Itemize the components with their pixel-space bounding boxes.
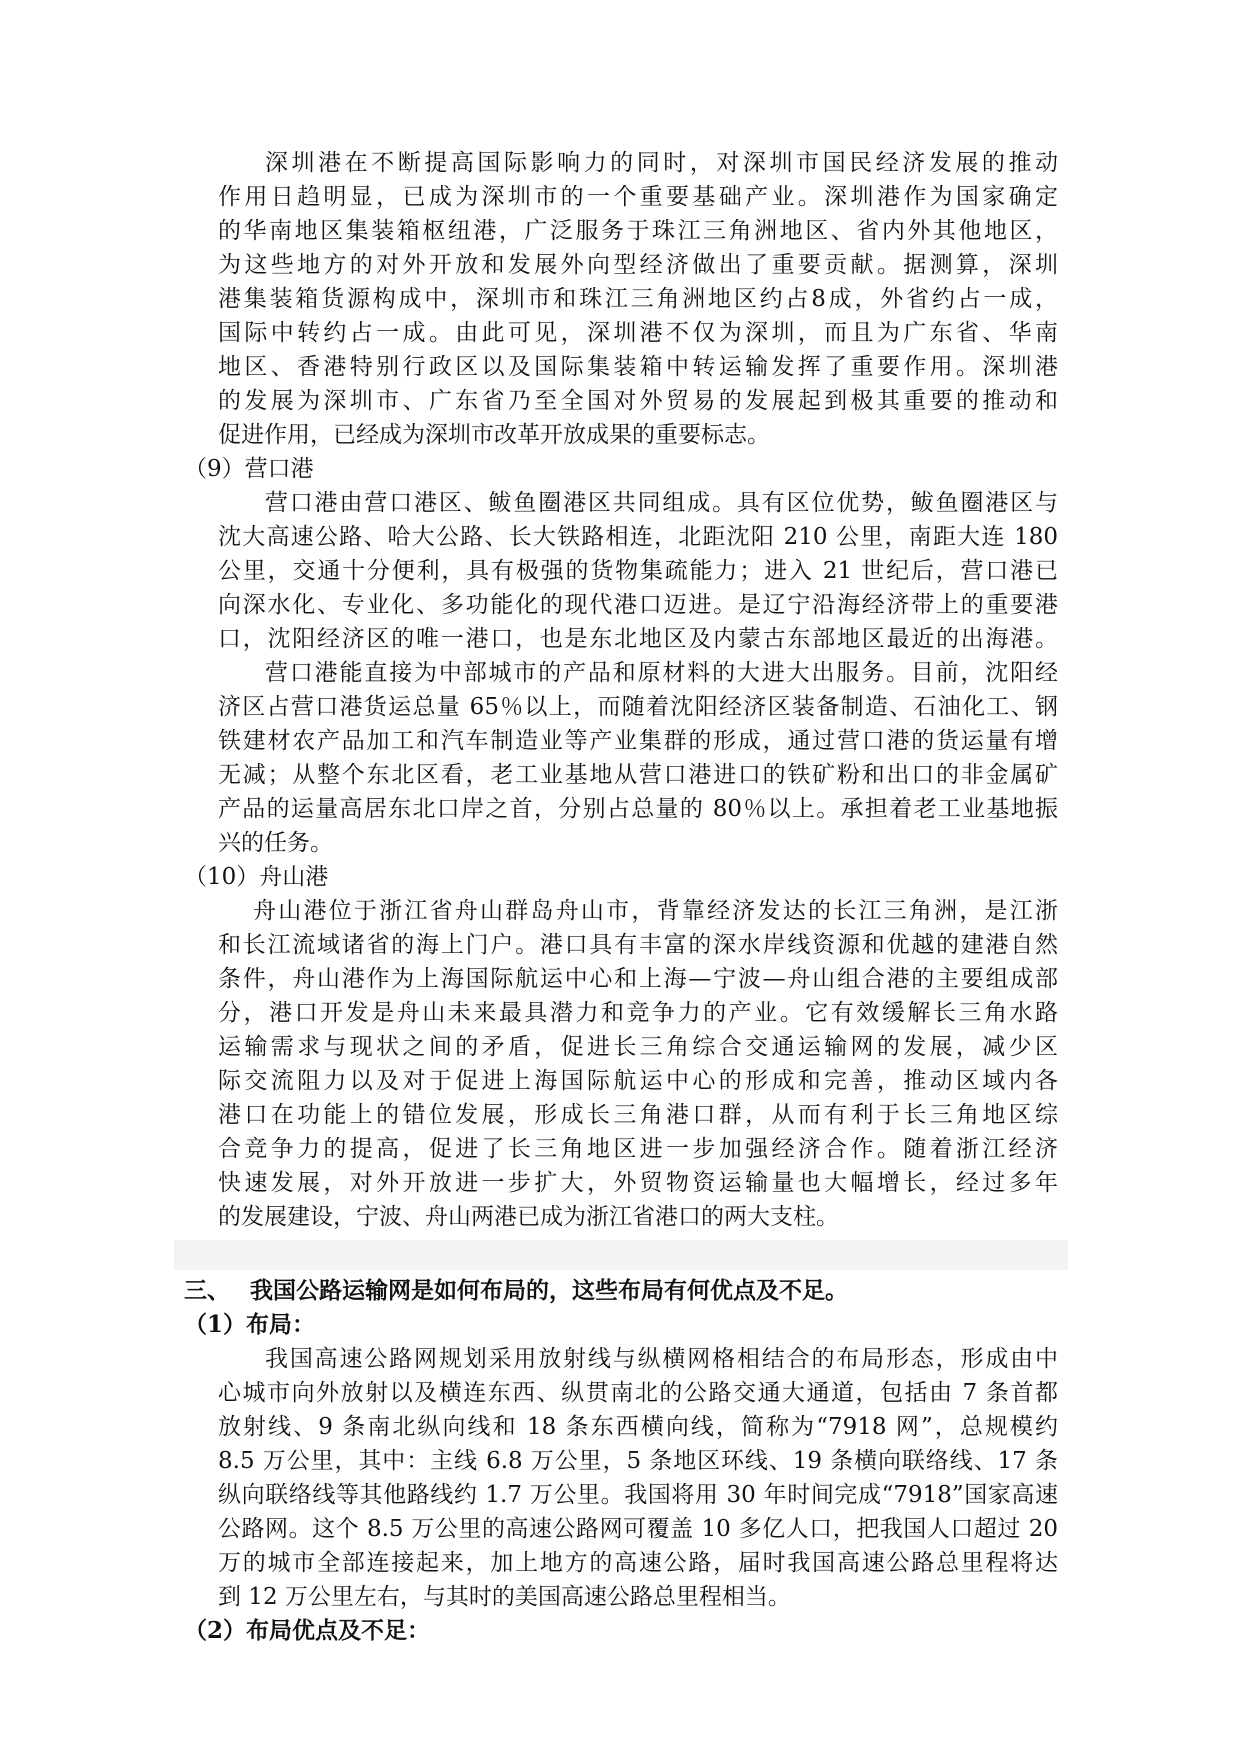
section3-line: 到 12 万公里左右，与其时的美国高速公路总里程相当。 xyxy=(218,1584,791,1610)
section3-line: 我国高速公路网规划采用放射线与纵横网格相结合的布局形态，形成由中 xyxy=(265,1346,1058,1372)
shenzhen-line: 深圳港在不断提高国际影响力的同时，对深圳市国民经济发展的推动 xyxy=(265,150,1058,176)
zhoushan-line: 和长江流域诸省的海上门户。港口具有丰富的深水岸线资源和优越的建港自然 xyxy=(218,932,1058,958)
zhoushan-line: 运输需求与现状之间的矛盾，促进长三角综合交通运输网的发展，减少区 xyxy=(218,1034,1058,1060)
yingkou-line: 无减；从整个东北区看，老工业基地从营口港进口的铁矿粉和出口的非金属矿 xyxy=(218,762,1058,788)
section3-sub1: （1）布局： xyxy=(184,1311,316,1338)
section3-line: 公路网。这个 8.5 万公里的高速公路网可覆盖 10 多亿人口，把我国人口超过 20 xyxy=(218,1516,1058,1542)
zhoushan-line: 舟山港位于浙江省舟山群岛舟山市，背靠经济发达的长江三角洲，是江浙 xyxy=(253,898,1058,924)
zhoushan-line: 条件，舟山港作为上海国际航运中心和上海—宁波—舟山组合港的主要组成部 xyxy=(218,966,1058,992)
shenzhen-line: 为这些地方的对外开放和发展外向型经济做出了重要贡献。据测算，深圳 xyxy=(218,252,1058,278)
shenzhen-line: 国际中转约占一成。由此可见，深圳港不仅为深圳，而且为广东省、华南 xyxy=(218,320,1058,346)
yingkou-line: 营口港由营口港区、鲅鱼圈港区共同组成。具有区位优势，鲅鱼圈港区与 xyxy=(265,490,1058,516)
section3-title: 我国公路运输网是如何布局的，这些布局有何优点及不足。 xyxy=(250,1277,848,1304)
yingkou-heading: （9）营口港 xyxy=(184,456,314,482)
shenzhen-line: 促进作用，已经成为深圳市改革开放成果的重要标志。 xyxy=(218,422,770,448)
shenzhen-line: 的发展为深圳市、广东省乃至全国对外贸易的发展起到极其重要的推动和 xyxy=(218,388,1058,414)
zhoushan-line: 际交流阻力以及对于促进上海国际航运中心的形成和完善，推动区域内各 xyxy=(218,1068,1058,1094)
zhoushan-line: 的发展建设，宁波、舟山两港已成为浙江省港口的两大支柱。 xyxy=(218,1204,839,1230)
section3-line: 心城市向外放射以及横连东西、纵贯南北的公路交通大通道，包括由 7 条首都 xyxy=(218,1380,1058,1406)
section3-line: 万的城市全部连接起来，加上地方的高速公路，届时我国高速公路总里程将达 xyxy=(218,1550,1058,1576)
section3-line: 纵向联络线等其他路线约 1.7 万公里。我国将用 30 年时间完成“7918”国家高速 xyxy=(218,1482,1058,1508)
yingkou-line: 产品的运量高居东北口岸之首，分别占总量的 80％以上。承担着老工业基地振 xyxy=(218,796,1058,822)
yingkou-line: 铁建材农产品加工和汽车制造业等产业集群的形成，通过营口港的货运量有增 xyxy=(218,728,1058,754)
section3-sub2: （2）布局优点及不足： xyxy=(184,1617,431,1644)
section3-number: 三、 xyxy=(184,1277,230,1304)
zhoushan-line: 分，港口开发是舟山未来最具潜力和竞争力的产业。它有效缓解长三角水路 xyxy=(218,1000,1058,1026)
shaded-divider xyxy=(174,1240,1068,1270)
yingkou-line: 营口港能直接为中部城市的产品和原材料的大进大出服务。目前，沈阳经 xyxy=(265,660,1058,686)
yingkou-line: 沈大高速公路、哈大公路、长大铁路相连，北距沈阳 210 公里，南距大连 180 xyxy=(218,524,1058,550)
zhoushan-line: 快速发展，对外开放进一步扩大，外贸物资运输量也大幅增长，经过多年 xyxy=(218,1170,1058,1196)
yingkou-line: 口，沈阳经济区的唯一港口，也是东北地区及内蒙古东部地区最近的出海港。 xyxy=(218,626,1058,652)
yingkou-line: 向深水化、专业化、多功能化的现代港口迈进。是辽宁沿海经济带上的重要港 xyxy=(218,592,1058,618)
zhoushan-heading: （10）舟山港 xyxy=(184,864,329,890)
zhoushan-line: 港口在功能上的错位发展，形成长三角港口群，从而有利于长三角地区综 xyxy=(218,1102,1058,1128)
section3-line: 8.5 万公里，其中：主线 6.8 万公里，5 条地区环线、19 条横向联络线、17 条 xyxy=(218,1448,1058,1474)
shenzhen-line: 港集装箱货源构成中，深圳市和珠江三角洲地区约占8成，外省约占一成， xyxy=(218,286,1058,312)
yingkou-line: 兴的任务。 xyxy=(218,830,333,856)
shenzhen-line: 作用日趋明显，已成为深圳市的一个重要基础产业。深圳港作为国家确定 xyxy=(218,184,1058,210)
section3-line: 放射线、9 条南北纵向线和 18 条东西横向线，简称为“7918 网”，总规模约 xyxy=(218,1414,1058,1440)
yingkou-line: 公里，交通十分便利，具有极强的货物集疏能力；进入 21 世纪后，营口港已 xyxy=(218,558,1058,584)
shenzhen-line: 的华南地区集装箱枢纽港，广泛服务于珠江三角洲地区、省内外其他地区， xyxy=(218,218,1058,244)
shenzhen-line: 地区、香港特别行政区以及国际集装箱中转运输发挥了重要作用。深圳港 xyxy=(218,354,1058,380)
yingkou-line: 济区占营口港货运总量 65％以上，而随着沈阳经济区装备制造、石油化工、钢 xyxy=(218,694,1058,720)
zhoushan-line: 合竞争力的提高，促进了长三角地区进一步加强经济合作。随着浙江经济 xyxy=(218,1136,1058,1162)
